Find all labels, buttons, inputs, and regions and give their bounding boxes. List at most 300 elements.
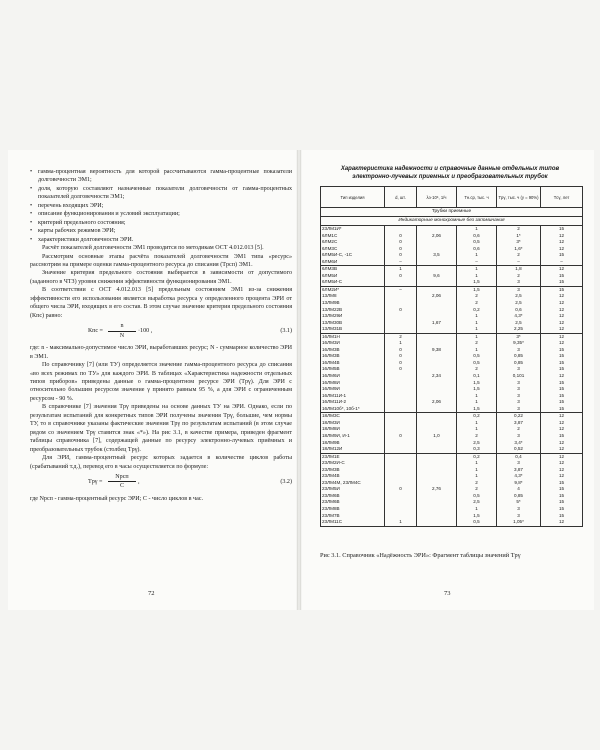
formula-numerator: Nрсп <box>108 473 136 482</box>
d-cell <box>385 446 417 453</box>
type-cell: 16ЛМ10б*, 10б-1* <box>321 406 385 413</box>
type-cell: 16ЛМ3В <box>321 353 385 360</box>
tn-cell: 0,2 <box>457 453 497 460</box>
ts-cell: 15 <box>541 286 583 293</box>
ts-cell: 12 <box>541 440 583 447</box>
tn-cell: 0,6 <box>457 246 497 253</box>
lambda-cell <box>417 259 457 266</box>
table-title-line-1: Характеристика надежности и справочные данные отдельных типов <box>340 166 560 172</box>
ts-cell: 15 <box>541 513 583 520</box>
ts-cell: 12 <box>541 307 583 314</box>
tr-cell: 3,87 <box>497 420 541 427</box>
lambda-cell <box>417 453 457 460</box>
table-row <box>321 333 583 340</box>
tr-cell: 9,8* <box>497 480 541 487</box>
bullet-item <box>30 219 292 227</box>
section-label: Трубки приемные <box>321 208 583 217</box>
bullet-text: гамма-процентная вероятность для которой рассчитываются гамма-процентные показатели долговечности ЭМ1; <box>38 169 292 184</box>
lambda-cell: 3,5 <box>417 252 457 259</box>
tr-cell: 0,85 <box>497 353 541 360</box>
tr-cell: 1* <box>497 233 541 240</box>
bullet-text: описание функционирования и условий эксплуатации; <box>38 211 180 218</box>
d-cell: 0 <box>385 239 417 246</box>
tn-cell: 1 <box>457 460 497 467</box>
tn-cell: 2 <box>457 300 497 307</box>
type-cell: 18ЛМ12И <box>321 446 385 453</box>
left-page-text <box>30 168 292 503</box>
bullet-text: карты рабочих режимов ЭРИ; <box>38 228 116 235</box>
lambda-cell: 1,67 <box>417 320 457 327</box>
formula-2 <box>30 473 292 493</box>
table-title <box>316 166 584 181</box>
ts-cell: 15 <box>541 399 583 406</box>
table-title-line-2: электронно-лучевых приемных и преобразовательных трубок <box>352 173 548 180</box>
type-cell: 6ЛМ5И-С, -1С <box>321 252 385 259</box>
type-cell: 13ЛМ9В <box>321 300 385 307</box>
tn-cell: 0,6 <box>457 233 497 240</box>
ts-cell: 12 <box>541 426 583 433</box>
type-cell: 23ЛМ1И* <box>321 226 385 233</box>
tr-cell: 4,3* <box>497 473 541 480</box>
ts-cell: 12 <box>541 446 583 453</box>
tr-cell: 0,22 <box>497 413 541 420</box>
formula-fraction <box>108 322 136 340</box>
tr-cell: 4,3* <box>497 313 541 320</box>
table-row <box>321 519 583 526</box>
paragraph-p3: Значение критерия предельного состояния выбирается в зависимости от допустимого (заданного в ЧТЗ) уровня снижения эффективности функционирования ЭМ1. <box>30 270 292 285</box>
tr-cell: 3,4* <box>497 440 541 447</box>
d-cell: 2 <box>385 333 417 340</box>
tn-cell: 2 <box>457 293 497 300</box>
type-cell: 16ЛМ4В <box>321 360 385 367</box>
d-cell: 1 <box>385 340 417 347</box>
tn-cell: 1 <box>457 467 497 474</box>
bullet-item <box>30 236 292 244</box>
tr-cell: 3* <box>497 333 541 340</box>
bullet-text: критерий предельного состояния; <box>38 219 126 226</box>
type-cell: 13ЛМ22В <box>321 307 385 314</box>
type-cell: 18ЛМ9И, И-1 <box>321 433 385 440</box>
ts-cell: 12 <box>541 239 583 246</box>
tn-cell: 0,5 <box>457 519 497 526</box>
tr-cell: 9,35* <box>497 340 541 347</box>
tr-cell: 3 <box>497 399 541 406</box>
bullet-dot: • <box>30 219 33 226</box>
ts-cell: 12 <box>541 293 583 300</box>
tr-cell: 3 <box>497 393 541 400</box>
lambda-cell <box>417 286 457 293</box>
type-cell: 23ЛМ1Е <box>321 453 385 460</box>
d-cell: 1 <box>385 519 417 526</box>
equation-number: (3.1) <box>280 328 292 335</box>
formula-numerator: n <box>108 322 136 331</box>
ts-cell: 15 <box>541 360 583 367</box>
tr-cell: 2 <box>497 426 541 433</box>
bullet-item <box>30 168 292 185</box>
column-header: Тип изделия <box>321 187 385 208</box>
tn-cell: 2 <box>457 486 497 493</box>
tr-cell: 3 <box>497 386 541 393</box>
type-cell: 16ЛМ3В <box>321 347 385 354</box>
tr-cell: 3 <box>497 513 541 520</box>
tr-cell: 5* <box>497 499 541 506</box>
tn-cell: 2 <box>457 480 497 487</box>
bullet-dot: • <box>30 169 33 175</box>
paragraph-p9: где Nрсп - гамма-процентный ресурс ЭРИ; C - число циклов в час. <box>30 495 204 502</box>
right-page-number: 73 <box>444 590 451 597</box>
type-cell: 13ЛМ8 <box>321 293 385 300</box>
column-header: Tсγ, лет <box>541 187 583 208</box>
tr-cell: 1,05* <box>497 519 541 526</box>
type-cell: 13ЛМ29И <box>321 313 385 320</box>
lambda-cell <box>417 413 457 420</box>
formula-rest: , <box>138 478 140 485</box>
tr-cell: 3 <box>497 347 541 354</box>
tn-cell: 0,3 <box>457 446 497 453</box>
ts-cell: 15 <box>541 506 583 513</box>
ts-cell: 15 <box>541 366 583 373</box>
table-row <box>321 326 583 333</box>
table-row <box>321 266 583 273</box>
ts-cell: 15 <box>541 406 583 413</box>
type-cell: 16ЛМ11И-2 <box>321 399 385 406</box>
tn-cell: 1,5 <box>457 286 497 293</box>
formula-denominator: C <box>119 483 125 490</box>
ts-cell: 15 <box>541 252 583 259</box>
tn-cell: 1 <box>457 506 497 513</box>
ts-cell: 15 <box>541 480 583 487</box>
tr-cell: 2 <box>497 252 541 259</box>
d-cell: 0 <box>385 347 417 354</box>
ts-cell: 12 <box>541 326 583 333</box>
bullet-dot: • <box>30 185 33 192</box>
ts-cell: 12 <box>541 519 583 526</box>
bullet-dot: • <box>30 236 33 243</box>
tn-cell: 0,2 <box>457 307 497 314</box>
d-cell: – <box>385 286 417 293</box>
d-cell: 0 <box>385 360 417 367</box>
d-cell <box>385 326 417 333</box>
formula-denominator: N <box>119 332 125 339</box>
tr-cell: 3 <box>497 406 541 413</box>
tn-cell: – <box>457 259 497 266</box>
ts-cell: 12 <box>541 313 583 320</box>
ts-cell: 15 <box>541 386 583 393</box>
section-row <box>321 208 583 217</box>
tn-cell: 1 <box>457 313 497 320</box>
tn-cell: 1 <box>457 426 497 433</box>
type-cell: 23ЛМ6В <box>321 499 385 506</box>
d-cell: 0 <box>385 433 417 440</box>
type-cell: 16ЛМ6И <box>321 373 385 380</box>
type-cell: 23ЛМ5И <box>321 486 385 493</box>
table-row <box>321 406 583 413</box>
ts-cell: 12 <box>541 233 583 240</box>
d-cell <box>385 453 417 460</box>
d-cell <box>385 413 417 420</box>
d-cell: 0 <box>385 246 417 253</box>
paragraph-p4: В соответствии с ОСТ 4.012.013 [5] предельным состоянием ЭМ1 из-за снижения эффективности его использования является выработка ресурса у определенного процента ЭРИ от общего числа ЭРИ, входящих в его состав. В этом случае значение критерия предельного состояния (Кпс) равно: <box>30 287 292 319</box>
paragraph-p5: где: n - максимально-допустимое число ЭРИ, выработавших ресурс; N - суммарное количество ЭРИ в ЭМ1. <box>30 345 292 360</box>
tn-cell: 1,5 <box>457 380 497 387</box>
tn-cell: 1 <box>457 273 497 280</box>
ts-cell: 12 <box>541 373 583 380</box>
tr-cell: 3 <box>497 279 541 286</box>
paragraph-p6: По справочнику [7] (или ТУ) определяется значение гамма-процентного ресурса до списания «во всех режимах по ТУ» для каждого ЭРИ. В таблицах «Характеристика надежности отдельных типов приборов» приведены данные о гамма-процентном ресурсе ЭРИ (Tрγ). Для ЭРИ с относительно большим ресурсом значение γ принято равным 95 %, а для ЭРИ с ограниченным ресурсом - 90 %. <box>30 362 292 402</box>
column-header: λэ·10⁶, 1/ч <box>417 187 457 208</box>
tn-cell: 1 <box>457 226 497 233</box>
bullet-item <box>30 202 292 210</box>
tn-cell: 1 <box>457 320 497 327</box>
left-page-number: 72 <box>148 590 155 597</box>
formula-rest: ·100 , <box>138 328 153 335</box>
lambda-cell <box>417 226 457 233</box>
tr-cell: 1,8 <box>497 266 541 273</box>
bullet-dot: • <box>30 211 33 218</box>
ts-cell: 12 <box>541 266 583 273</box>
d-cell: 1 <box>385 266 417 273</box>
type-cell: 6ЛМ5И-С <box>321 279 385 286</box>
ts-cell: 15 <box>541 486 583 493</box>
d-cell: 0 <box>385 233 417 240</box>
tn-cell: 2 <box>457 340 497 347</box>
lambda-cell <box>417 279 457 286</box>
table-row <box>321 279 583 286</box>
lambda-cell <box>417 406 457 413</box>
tr-cell: – <box>497 259 541 266</box>
d-cell: – <box>385 259 417 266</box>
section-label: Индикаторные монохромные без запоминания <box>321 217 583 226</box>
lambda-cell: 2,34 <box>417 373 457 380</box>
tn-cell: 0,1 <box>457 373 497 380</box>
type-cell: 18ЛМ8И <box>321 426 385 433</box>
lambda-cell: 2,06 <box>417 293 457 300</box>
ts-cell: 12 <box>541 453 583 460</box>
paragraph-p2: Рассмотрим основные этапы расчёта показателей долговечности ЭМ1 типа «ресурс» рассмотрим на примере оценки гамма-процентного ресурса до списания (Tрсп) ЭМ1. <box>30 253 292 268</box>
lambda-cell: 9,38 <box>417 347 457 354</box>
reliability-table <box>320 186 583 527</box>
tr-cell: 2 <box>497 273 541 280</box>
tr-cell: 4 <box>497 486 541 493</box>
ts-cell: 12 <box>541 333 583 340</box>
ts-cell: 12 <box>541 420 583 427</box>
formula-1 <box>30 322 292 342</box>
formula-lhs: Tрγ = <box>88 478 103 485</box>
tn-cell: 1 <box>457 347 497 354</box>
ts-cell: 12 <box>541 320 583 327</box>
ts-cell: 15 <box>541 347 583 354</box>
table-header-row <box>321 187 583 208</box>
figure-caption: Рис 3.1. Справочник «Надёжность ЭРИ»: Фрагмент таблицы значений Tрγ <box>320 552 521 559</box>
tn-cell: 1,5 <box>457 406 497 413</box>
type-cell: 6ЛМ6И <box>321 259 385 266</box>
column-header: d, шт. <box>385 187 417 208</box>
equation-number: (3.2) <box>280 478 292 485</box>
ts-cell: 15 <box>541 279 583 286</box>
table-row <box>321 453 583 460</box>
tn-cell: 2,5 <box>457 499 497 506</box>
type-cell: 23ЛМ4В <box>321 473 385 480</box>
section-row <box>321 217 583 226</box>
type-cell: 23ЛМ4М, 23ЛМ4С <box>321 480 385 487</box>
type-cell: 16ЛМ8И <box>321 380 385 387</box>
tr-cell: 0,85 <box>497 493 541 500</box>
ts-cell: 12 <box>541 467 583 474</box>
paragraph-p7: В справочнике [7] значения Tрγ приведены на основе данных ТУ на ЭРИ. Однако, если по результатам испытаний для конкретных типов ЭРИ получены значения Tрγ, большие, чем нормы ТУ, то в справочнике указаны фактические значения Tрγ по результатам испытаний (в этом случае рядом со значением Tрγ ставится знак «*»). На рис 3.1, в качестве примера, приведен фрагмент таблицы справочника [7], содержащей данные по ресурсу электронно-лучевых приёмных и преобразовательных трубок (столбец Tрγ). <box>30 404 292 453</box>
type-cell: 16ЛМ5В <box>321 366 385 373</box>
tn-cell: 1 <box>457 326 497 333</box>
tr-cell: 3 <box>497 366 541 373</box>
paragraph-p8: Для ЭРИ, гамма-процентный ресурс которых задается в количестве циклов работы (срабатываний т.д.), перевод его в часы осуществляется по формуле: <box>30 455 292 470</box>
type-cell: 23ЛМ3В <box>321 467 385 474</box>
tr-cell: 0,101 <box>497 373 541 380</box>
formula-lhs: Кпс = <box>88 328 103 335</box>
bullet-item <box>30 185 292 202</box>
type-cell: 16ЛМ11И-1 <box>321 393 385 400</box>
lambda-cell <box>417 519 457 526</box>
tn-cell: 0,5 <box>457 493 497 500</box>
formula-fraction <box>108 473 136 491</box>
bullet-item <box>30 210 292 218</box>
tn-cell: 1,5 <box>457 513 497 520</box>
ts-cell: 15 <box>541 493 583 500</box>
type-cell: 23ЛМ8В <box>321 506 385 513</box>
type-cell: 6ЛМ3В <box>321 266 385 273</box>
tn-cell: 0,5 <box>457 353 497 360</box>
tn-cell: 1 <box>457 266 497 273</box>
tr-cell: 0,85 <box>497 360 541 367</box>
type-cell: 18ЛМ3И <box>321 420 385 427</box>
type-cell: 23ЛМ11С <box>321 519 385 526</box>
d-cell: 0 <box>385 353 417 360</box>
tr-cell: 2,25 <box>497 326 541 333</box>
lambda-cell: 2,06 <box>417 399 457 406</box>
type-cell: 18ЛМ3С <box>321 413 385 420</box>
tr-cell: 2 <box>497 226 541 233</box>
table-row <box>321 226 583 233</box>
d-cell: 0 <box>385 366 417 373</box>
bullet-dot: • <box>30 202 33 209</box>
lambda-cell <box>417 446 457 453</box>
tn-cell: 0,2 <box>457 413 497 420</box>
tn-cell: 2 <box>457 366 497 373</box>
type-cell: 16ЛМ9И <box>321 386 385 393</box>
bullet-text: доля, которую составляют назначенные показатели долговечности от гамма-процентных показателей долговечности ЭМ1; <box>38 185 292 201</box>
tn-cell: 1 <box>457 399 497 406</box>
bullet-text: характеристики долговечности ЭРИ. <box>38 236 134 243</box>
left-page <box>8 150 296 610</box>
tr-cell: 3 <box>497 433 541 440</box>
tn-cell: 1 <box>457 473 497 480</box>
type-cell: 16ЛМ1Н <box>321 333 385 340</box>
ts-cell: 12 <box>541 473 583 480</box>
lambda-cell: 1,0 <box>417 433 457 440</box>
ts-cell: 15 <box>541 499 583 506</box>
d-cell: 0 <box>385 307 417 314</box>
table-row <box>321 286 583 293</box>
ts-cell: 15 <box>541 380 583 387</box>
tr-cell: 1,6* <box>497 246 541 253</box>
tn-cell: 0,5 <box>457 239 497 246</box>
d-cell <box>385 406 417 413</box>
tr-cell: 2,5 <box>497 320 541 327</box>
ts-cell: 12 <box>541 413 583 420</box>
tr-cell: 0,6 <box>497 307 541 314</box>
lambda-cell <box>417 326 457 333</box>
d-cell: 0 <box>385 486 417 493</box>
lambda-cell: 9,6 <box>417 273 457 280</box>
ts-cell: 15 <box>541 393 583 400</box>
type-cell: 6ЛМ1С <box>321 233 385 240</box>
d-cell <box>385 226 417 233</box>
tn-cell: 1 <box>457 333 497 340</box>
column-header: Tрγ, тыс. ч (γ = 90%) <box>497 187 541 208</box>
tr-cell: 2,5 <box>497 300 541 307</box>
right-page <box>302 150 594 610</box>
tr-cell: 0,4 <box>497 453 541 460</box>
lambda-cell <box>417 333 457 340</box>
type-cell: 23ЛМ7В <box>321 513 385 520</box>
type-cell: 6ЛМ3С <box>321 246 385 253</box>
type-cell: 13ЛМ31В <box>321 326 385 333</box>
tn-cell: 2,5 <box>457 440 497 447</box>
type-cell: 13ЛМ30В <box>321 320 385 327</box>
ts-cell: 15 <box>541 273 583 280</box>
ts-cell: 15 <box>541 353 583 360</box>
tr-cell: 3 <box>497 380 541 387</box>
type-cell: 6ЛМ2И* <box>321 286 385 293</box>
tr-cell: 2,5 <box>497 293 541 300</box>
tr-cell: 3,87 <box>497 467 541 474</box>
d-cell: 0 <box>385 273 417 280</box>
lambda-cell <box>417 266 457 273</box>
column-header: Tн.ср, тыс. ч <box>457 187 497 208</box>
tn-cell: 1 <box>457 393 497 400</box>
table-row <box>321 446 583 453</box>
tr-cell: 3 <box>497 506 541 513</box>
tr-cell: 3 <box>497 460 541 467</box>
paragraph-p1: Расчёт показателей долговечности ЭМ1 проводится по методикам ОСТ 4.012.013 [5]. <box>42 245 264 252</box>
table-row <box>321 413 583 420</box>
bullet-dot: • <box>30 228 33 235</box>
tn-cell: 1,5 <box>457 279 497 286</box>
lambda-cell: 2,76 <box>417 486 457 493</box>
ts-cell: 12 <box>541 340 583 347</box>
d-cell <box>385 279 417 286</box>
type-cell: 18ЛМ9В <box>321 440 385 447</box>
book-gutter <box>297 150 301 610</box>
table-row <box>321 259 583 266</box>
ts-cell: – <box>541 259 583 266</box>
ts-cell: 12 <box>541 246 583 253</box>
ts-cell: 15 <box>541 226 583 233</box>
type-cell: 23ЛМ6В <box>321 493 385 500</box>
tn-cell: 0,5 <box>457 360 497 367</box>
type-cell: 16ЛМ3И <box>321 340 385 347</box>
bullet-item <box>30 227 292 235</box>
tn-cell: 1 <box>457 420 497 427</box>
tr-cell: 3* <box>497 239 541 246</box>
d-cell: 0 <box>385 252 417 259</box>
ts-cell: 12 <box>541 300 583 307</box>
tn-cell: 2 <box>457 433 497 440</box>
tn-cell: 1,5 <box>457 386 497 393</box>
type-cell: 6ЛМ5И <box>321 273 385 280</box>
type-cell: 23ЛМ2И-С <box>321 460 385 467</box>
type-cell: 6ЛМ2С <box>321 239 385 246</box>
tn-cell: 1 <box>457 252 497 259</box>
ts-cell: 15 <box>541 433 583 440</box>
